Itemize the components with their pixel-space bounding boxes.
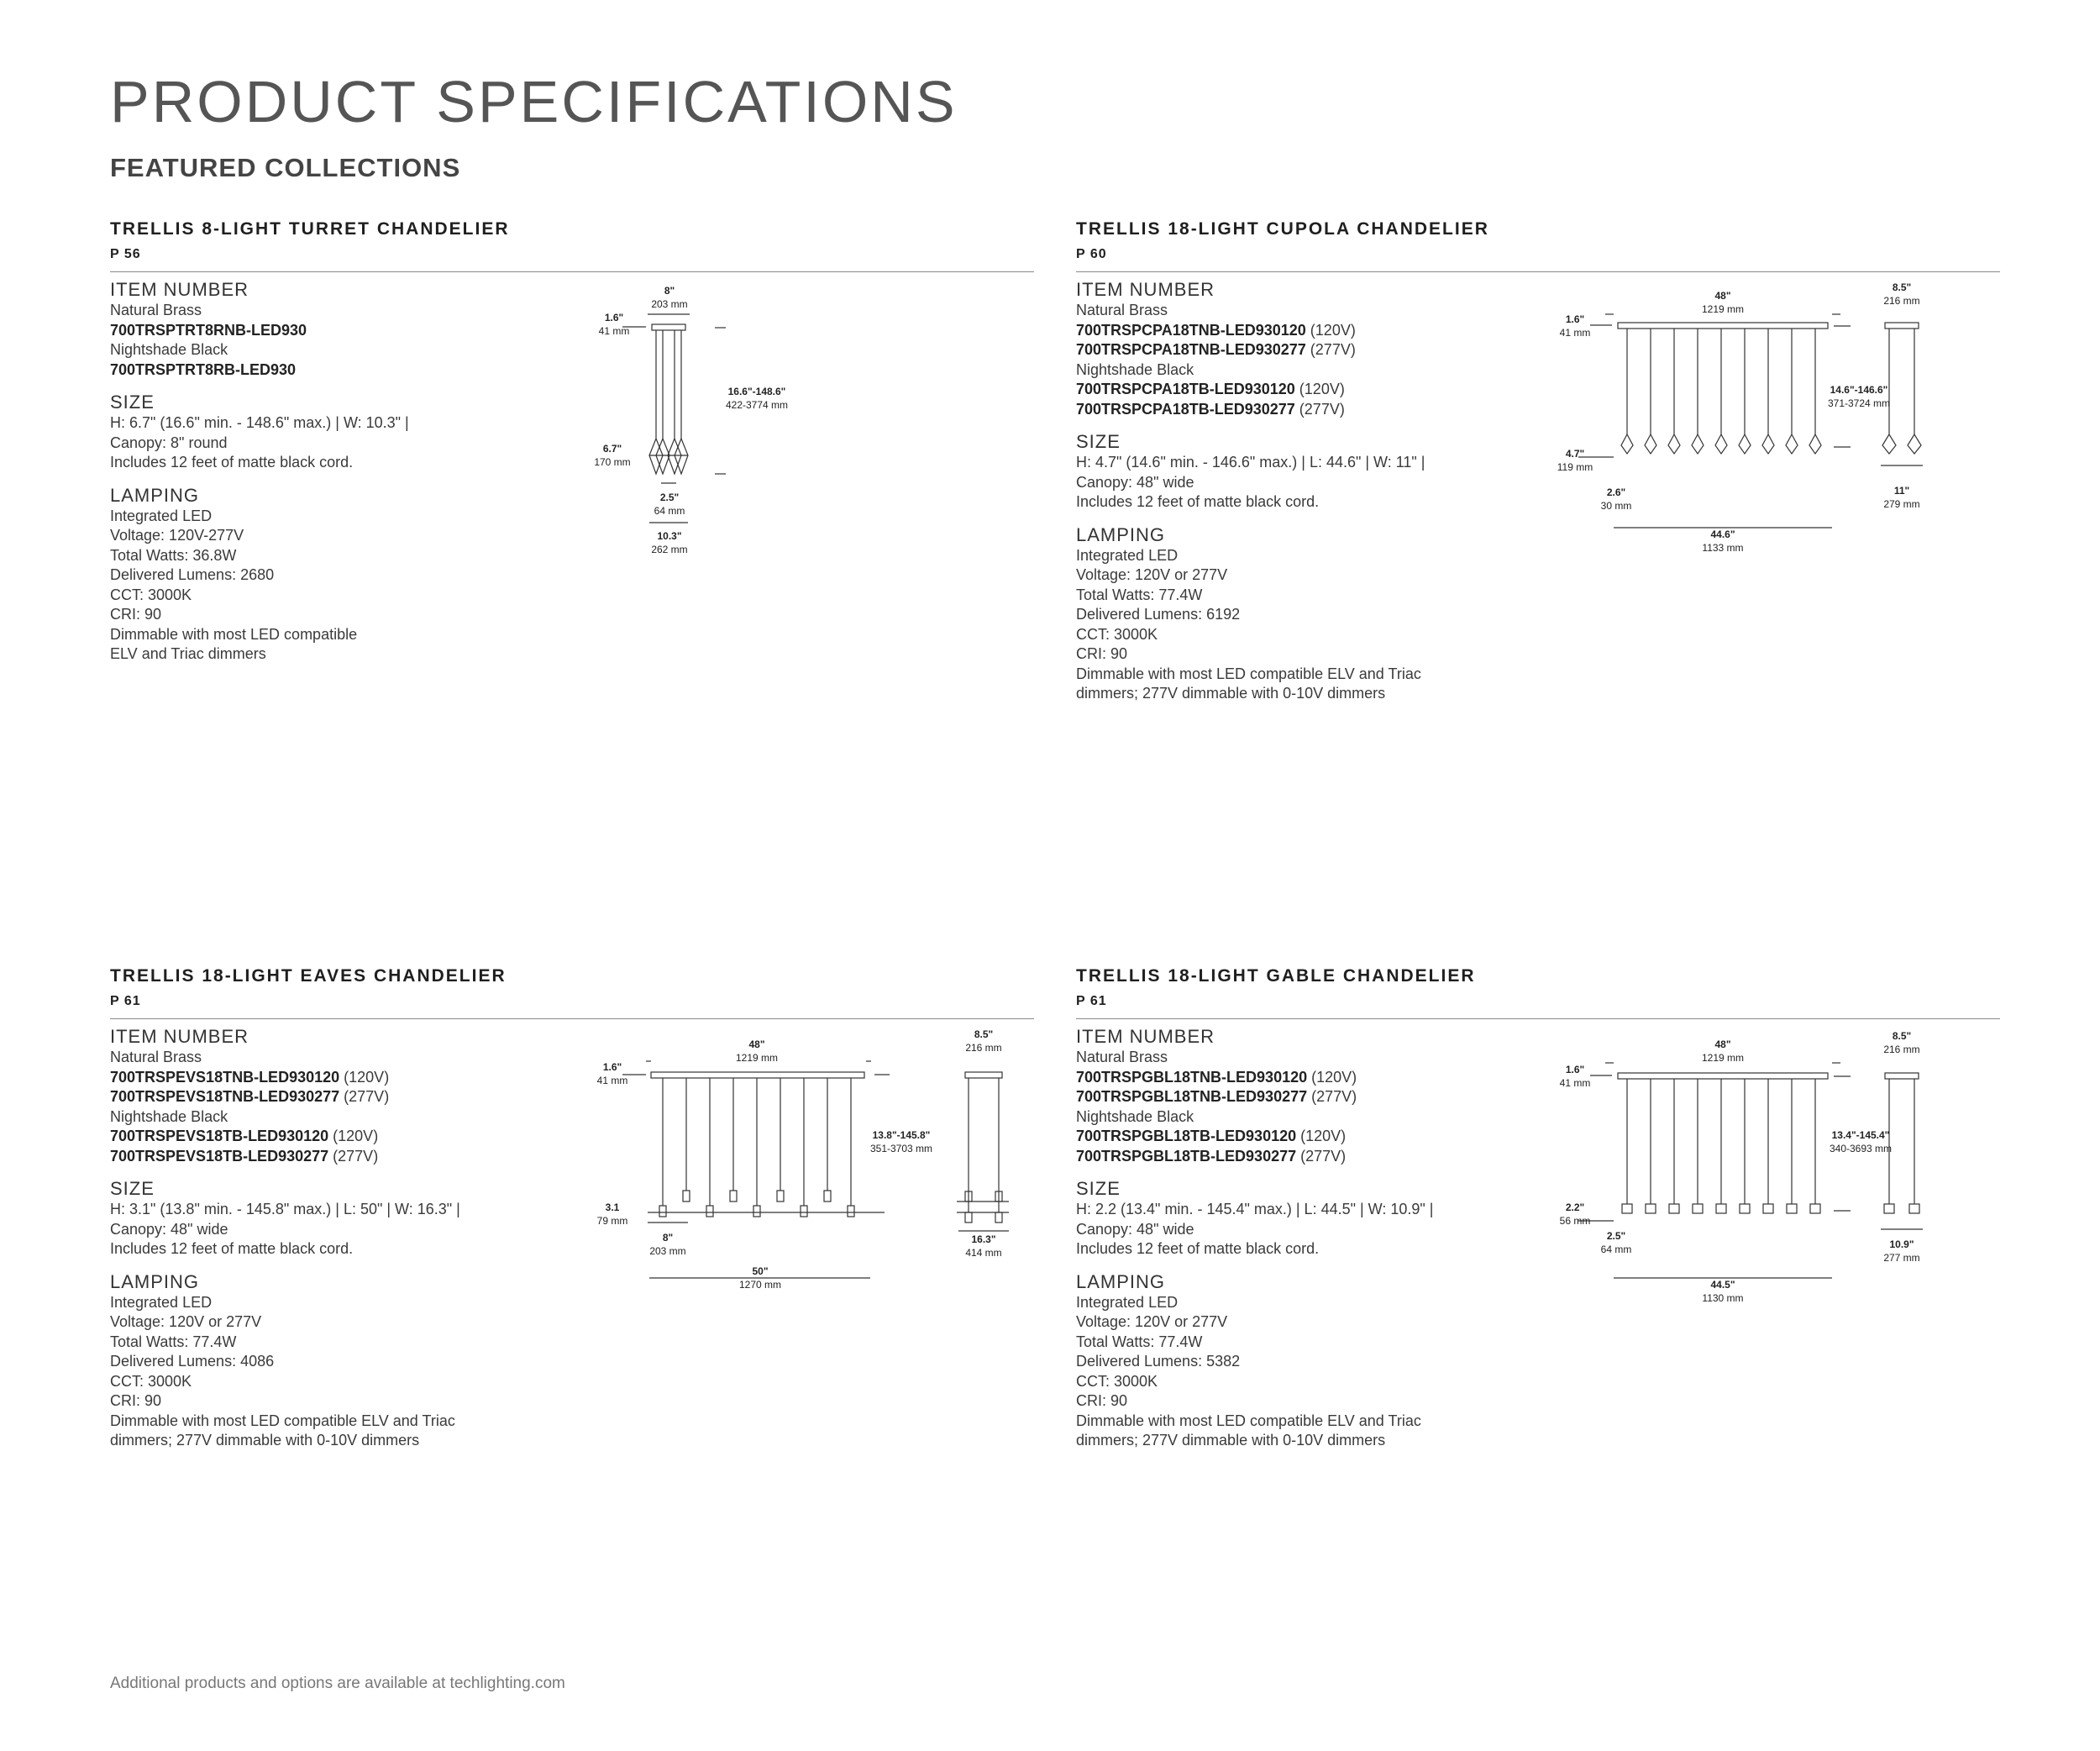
dim-canopy-in: 8" xyxy=(664,285,675,297)
turret-dimension-drawing xyxy=(589,279,891,573)
item-code: 700TRSPEVS18TB-LED930277 xyxy=(110,1147,329,1165)
lamping-line: CCT: 3000K xyxy=(1076,625,1158,643)
product-eaves xyxy=(110,966,1034,1449)
gable-dimension-drawing xyxy=(1555,1026,1975,1320)
lamping-heading: LAMPING xyxy=(110,484,200,506)
dim-overall-in: 14.6"-146.6" xyxy=(1830,384,1888,396)
dim-overall-in: 13.4"-145.4" xyxy=(1831,1129,1890,1141)
lamping-line: CCT: 3000K xyxy=(1076,1372,1158,1390)
divider xyxy=(1076,1018,2000,1019)
item-code-row xyxy=(1076,321,1546,341)
dim-fixture-h-mm: 79 mm xyxy=(596,1215,628,1227)
size-line: Includes 12 feet of matte black cord. xyxy=(1076,1240,1320,1257)
item-code: 700TRSPCPA18TNB-LED930120 xyxy=(1076,321,1306,339)
item-code-row xyxy=(110,360,580,381)
item-voltage: (120V) xyxy=(1311,1068,1357,1086)
item-code: 700TRSPCPA18TNB-LED930277 xyxy=(1076,341,1306,358)
lamping-line: Dimmable with most LED compatible xyxy=(110,625,358,643)
dim-side-w-in: 10.9" xyxy=(1889,1238,1914,1250)
dim-side-w-mm: 277 mm xyxy=(1883,1252,1920,1264)
lamping-line: Integrated LED xyxy=(1076,1293,1179,1311)
dim-pendant-w-mm: 203 mm xyxy=(649,1245,686,1257)
product-title: TRELLIS 8-LIGHT TURRET CHANDELIER xyxy=(110,219,510,239)
lamping-line: CRI: 90 xyxy=(110,1392,162,1409)
dim-side-canopy-mm: 216 mm xyxy=(1883,295,1920,307)
dim-fixture-h-in: 6.7" xyxy=(602,443,622,455)
dim-fixture-h-mm: 170 mm xyxy=(594,456,631,468)
dim-canopy-mm: 1219 mm xyxy=(735,1052,779,1064)
dim-pendant-w-in: 8" xyxy=(662,1232,674,1244)
item-code: 700TRSPGBL18TB-LED930277 xyxy=(1076,1147,1297,1165)
dim-fixture-h-in: 4.7" xyxy=(1565,448,1585,460)
product-title: TRELLIS 18-LIGHT CUPOLA CHANDELIER xyxy=(1076,219,1489,239)
dim-overall-mm: 351-3703 mm xyxy=(869,1143,933,1154)
size-line: Includes 12 feet of matte black cord. xyxy=(1076,493,1320,510)
item-voltage: (120V) xyxy=(344,1068,390,1086)
item-number-heading: ITEM NUMBER xyxy=(1076,279,1215,300)
dim-side-w-mm: 414 mm xyxy=(965,1247,1002,1259)
finish-name: Nightshade Black xyxy=(110,1107,228,1125)
product-turret xyxy=(110,219,1034,662)
lamping-line: Integrated LED xyxy=(110,507,213,524)
dim-overall-mm: 340-3693 mm xyxy=(1829,1143,1893,1154)
item-code: 700TRSPCPA18TB-LED930120 xyxy=(1076,381,1295,397)
dim-canopy-in: 48" xyxy=(1714,1039,1731,1050)
item-code-row xyxy=(110,321,580,341)
item-code-row xyxy=(1076,340,1546,360)
product-page-ref: P 60 xyxy=(1076,247,1107,261)
specs xyxy=(110,279,580,665)
dim-canopy-h-mm: 41 mm xyxy=(1559,1077,1591,1089)
page-subtitle: FEATURED COLLECTIONS xyxy=(110,153,461,182)
item-code: 700TRSPEVS18TNB-LED930277 xyxy=(110,1088,340,1105)
specs xyxy=(110,1026,580,1451)
lamping-line: Delivered Lumens: 5382 xyxy=(1076,1353,1241,1370)
size-heading: SIZE xyxy=(110,392,155,413)
dim-fixture-h-mm: 56 mm xyxy=(1559,1215,1591,1227)
dim-canopy-h-mm: 41 mm xyxy=(1559,327,1591,339)
item-voltage: (277V) xyxy=(344,1088,390,1105)
dim-overall-in: 16.6"-148.6" xyxy=(727,386,786,397)
cupola-dimension-drawing xyxy=(1555,279,1975,565)
page-title: PRODUCT SPECIFICATIONS xyxy=(110,69,958,134)
size-line: Canopy: 48" wide xyxy=(1076,473,1194,491)
product-page-ref: P 56 xyxy=(110,247,141,261)
item-code-row xyxy=(110,1087,580,1107)
dim-canopy-mm: 1219 mm xyxy=(1701,303,1745,315)
item-number-heading: ITEM NUMBER xyxy=(110,1026,249,1047)
dim-canopy-h-mm: 41 mm xyxy=(596,1075,628,1086)
lamping-line: CCT: 3000K xyxy=(110,1372,192,1390)
product-page-ref: P 61 xyxy=(110,994,141,1008)
item-code-row xyxy=(110,1068,580,1088)
dim-length-in: 44.5" xyxy=(1710,1279,1735,1291)
specs xyxy=(1076,1026,1546,1451)
finish-name: Natural Brass xyxy=(110,302,202,318)
lamping-heading: LAMPING xyxy=(1076,523,1166,545)
finish-name: Natural Brass xyxy=(110,1049,202,1065)
item-voltage: (277V) xyxy=(1311,1088,1357,1105)
specs xyxy=(1076,279,1546,704)
lamping-line: CRI: 90 xyxy=(1076,645,1128,662)
dim-overall-mm: 422-3774 mm xyxy=(725,399,789,411)
item-code: 700TRSPTRT8RNB-LED930 xyxy=(110,321,307,339)
lamping-line: Total Watts: 36.8W xyxy=(110,546,237,564)
item-voltage: (277V) xyxy=(1300,1147,1347,1165)
lamping-line: Voltage: 120V or 277V xyxy=(110,1313,262,1330)
item-number-heading: ITEM NUMBER xyxy=(110,279,249,300)
dim-side-canopy-mm: 216 mm xyxy=(1883,1044,1920,1055)
dim-canopy-h-in: 1.6" xyxy=(1565,313,1585,325)
item-code-row xyxy=(1076,400,1546,420)
dim-pendant-w-mm: 64 mm xyxy=(1600,1244,1632,1255)
dim-fixture-h-in: 3.1 xyxy=(605,1202,620,1213)
item-voltage: (277V) xyxy=(333,1147,379,1165)
lamping-line: CRI: 90 xyxy=(110,606,162,623)
lamping-line: Total Watts: 77.4W xyxy=(1076,586,1203,603)
finish-name: Natural Brass xyxy=(1076,1049,1168,1065)
lamping-heading: LAMPING xyxy=(110,1270,200,1292)
gable-pendants xyxy=(1622,1079,1820,1213)
lamping-line: dimmers; 277V dimmable with 0-10V dimmers xyxy=(110,1432,420,1449)
dim-canopy-in: 48" xyxy=(748,1039,765,1050)
lamping-line: Delivered Lumens: 2680 xyxy=(110,566,275,583)
dim-side-w-in: 16.3" xyxy=(971,1233,996,1245)
dim-length-in: 44.6" xyxy=(1710,528,1735,540)
lamping-line: Delivered Lumens: 4086 xyxy=(110,1353,275,1370)
eaves-pendants xyxy=(659,1078,854,1217)
item-voltage: (277V) xyxy=(1310,341,1356,358)
product-cupola xyxy=(1076,219,2000,702)
finish-name: Nightshade Black xyxy=(1076,360,1194,378)
lamping-line: Voltage: 120V or 277V xyxy=(1076,1313,1228,1330)
dim-canopy-in: 48" xyxy=(1714,290,1731,302)
dim-length-mm: 1130 mm xyxy=(1702,1292,1744,1304)
cupola-pendants xyxy=(1621,329,1821,454)
lamping-line: Integrated LED xyxy=(110,1293,213,1311)
lamping-line: Voltage: 120V-277V xyxy=(110,527,244,544)
lamping-line: ELV and Triac dimmers xyxy=(110,645,266,662)
item-code: 700TRSPGBL18TB-LED930120 xyxy=(1076,1128,1297,1144)
dim-canopy-h-mm: 41 mm xyxy=(598,325,630,337)
lamping-heading: LAMPING xyxy=(1076,1270,1166,1292)
product-gable xyxy=(1076,966,2000,1449)
dim-width-in: 10.3" xyxy=(657,530,682,542)
product-title: TRELLIS 18-LIGHT EAVES CHANDELIER xyxy=(110,966,507,986)
dim-length-in: 50" xyxy=(752,1265,769,1277)
lamping-line: Total Watts: 77.4W xyxy=(110,1333,237,1350)
dim-pendant-w-in: 2.6" xyxy=(1606,486,1626,498)
size-line: H: 2.2 (13.4" min. - 145.4" max.) | L: 44.5" | W: 10.9" | xyxy=(1076,1201,1434,1217)
size-heading: SIZE xyxy=(110,1178,155,1199)
lamping-line: dimmers; 277V dimmable with 0-10V dimmers xyxy=(1076,685,1386,702)
size-line: H: 6.7" (16.6" min. - 148.6" max.) | W: 10.3" | xyxy=(110,414,409,431)
dim-side-w-mm: 279 mm xyxy=(1883,498,1920,510)
dim-pendant-w-mm: 30 mm xyxy=(1600,500,1632,512)
divider xyxy=(1076,271,2000,272)
dim-pendant-w-mm: 64 mm xyxy=(654,505,685,517)
item-code-row xyxy=(110,1147,580,1167)
item-number-heading: ITEM NUMBER xyxy=(1076,1026,1215,1047)
dim-fixture-h-in: 2.2" xyxy=(1565,1202,1585,1213)
item-voltage: (120V) xyxy=(1299,381,1345,397)
lamping-line: dimmers; 277V dimmable with 0-10V dimmers xyxy=(1076,1432,1386,1449)
lamping-line: Total Watts: 77.4W xyxy=(1076,1333,1203,1350)
item-code-row xyxy=(1076,1087,1546,1107)
lamping-line: Dimmable with most LED compatible ELV and Triac xyxy=(1076,1412,1421,1429)
item-voltage: (277V) xyxy=(1299,400,1345,418)
item-code: 700TRSPCPA18TB-LED930277 xyxy=(1076,400,1295,418)
dim-pendant-w-in: 2.5" xyxy=(1606,1230,1626,1242)
item-code-row xyxy=(1076,380,1546,400)
size-line: Canopy: 48" wide xyxy=(1076,1220,1194,1238)
dim-canopy-h-in: 1.6" xyxy=(1565,1064,1585,1075)
dim-canopy-mm: 1219 mm xyxy=(1701,1052,1745,1064)
divider xyxy=(110,271,1034,272)
eaves-dimension-drawing xyxy=(589,1026,1034,1320)
dim-side-w-in: 11" xyxy=(1893,485,1910,497)
divider xyxy=(110,1018,1034,1019)
item-code: 700TRSPEVS18TB-LED930120 xyxy=(110,1128,329,1144)
lamping-line: Voltage: 120V or 277V xyxy=(1076,566,1228,583)
dim-canopy-h-in: 1.6" xyxy=(604,312,624,323)
dim-overall-mm: 371-3724 mm xyxy=(1827,397,1891,409)
size-line: H: 3.1" (13.8" min. - 145.8" max.) | L: 50" | W: 16.3" | xyxy=(110,1201,460,1217)
item-code: 700TRSPGBL18TNB-LED930120 xyxy=(1076,1068,1308,1086)
dim-canopy-h-in: 1.6" xyxy=(602,1061,622,1073)
size-heading: SIZE xyxy=(1076,1178,1121,1199)
dim-overall-in: 13.8"-145.8" xyxy=(872,1129,931,1141)
item-code-row xyxy=(1076,1068,1546,1088)
dim-side-canopy-in: 8.5" xyxy=(1892,281,1912,293)
size-line: Includes 12 feet of matte black cord. xyxy=(110,1240,354,1257)
item-code-row xyxy=(110,1127,580,1147)
size-line: H: 4.7" (14.6" min. - 146.6" max.) | L: 44.6" | W: 11" | xyxy=(1076,454,1425,471)
product-title: TRELLIS 18-LIGHT GABLE CHANDELIER xyxy=(1076,966,1476,986)
product-page-ref: P 61 xyxy=(1076,994,1107,1008)
dim-side-canopy-in: 8.5" xyxy=(1892,1030,1912,1042)
size-heading: SIZE xyxy=(1076,431,1121,452)
lamping-line: Dimmable with most LED compatible ELV and Triac xyxy=(110,1412,455,1429)
dim-length-mm: 1270 mm xyxy=(738,1279,782,1291)
item-voltage: (120V) xyxy=(1300,1128,1347,1144)
item-voltage: (120V) xyxy=(1310,321,1356,339)
lamping-line: CRI: 90 xyxy=(1076,1392,1128,1409)
item-code-row xyxy=(1076,1147,1546,1167)
dim-side-canopy-mm: 216 mm xyxy=(965,1042,1002,1054)
lamping-line: Dimmable with most LED compatible ELV and Triac xyxy=(1076,665,1421,682)
size-line: Canopy: 8" round xyxy=(110,434,228,451)
dim-side-canopy-in: 8.5" xyxy=(974,1028,994,1040)
item-code: 700TRSPEVS18TNB-LED930120 xyxy=(110,1068,340,1086)
dim-width-mm: 262 mm xyxy=(651,544,688,555)
lamping-line: Delivered Lumens: 6192 xyxy=(1076,606,1241,623)
item-code-row xyxy=(1076,1127,1546,1147)
dim-pendant-w-in: 2.5" xyxy=(659,492,680,503)
dim-fixture-h-mm: 119 mm xyxy=(1557,461,1593,473)
lamping-line: Integrated LED xyxy=(1076,546,1179,564)
finish-name: Nightshade Black xyxy=(110,341,228,358)
size-line: Includes 12 feet of matte black cord. xyxy=(110,454,354,471)
finish-name: Natural Brass xyxy=(1076,302,1168,318)
size-line: Canopy: 48" wide xyxy=(110,1220,228,1238)
dim-canopy-mm: 203 mm xyxy=(651,298,688,310)
item-code: 700TRSPGBL18TNB-LED930277 xyxy=(1076,1088,1308,1105)
lamping-line: CCT: 3000K xyxy=(110,586,192,603)
item-voltage: (120V) xyxy=(333,1128,379,1144)
finish-name: Nightshade Black xyxy=(1076,1107,1194,1125)
dim-length-mm: 1133 mm xyxy=(1702,542,1744,554)
footer-note: Additional products and options are available at techlighting.com xyxy=(110,1675,565,1692)
item-code: 700TRSPTRT8RB-LED930 xyxy=(110,360,297,378)
